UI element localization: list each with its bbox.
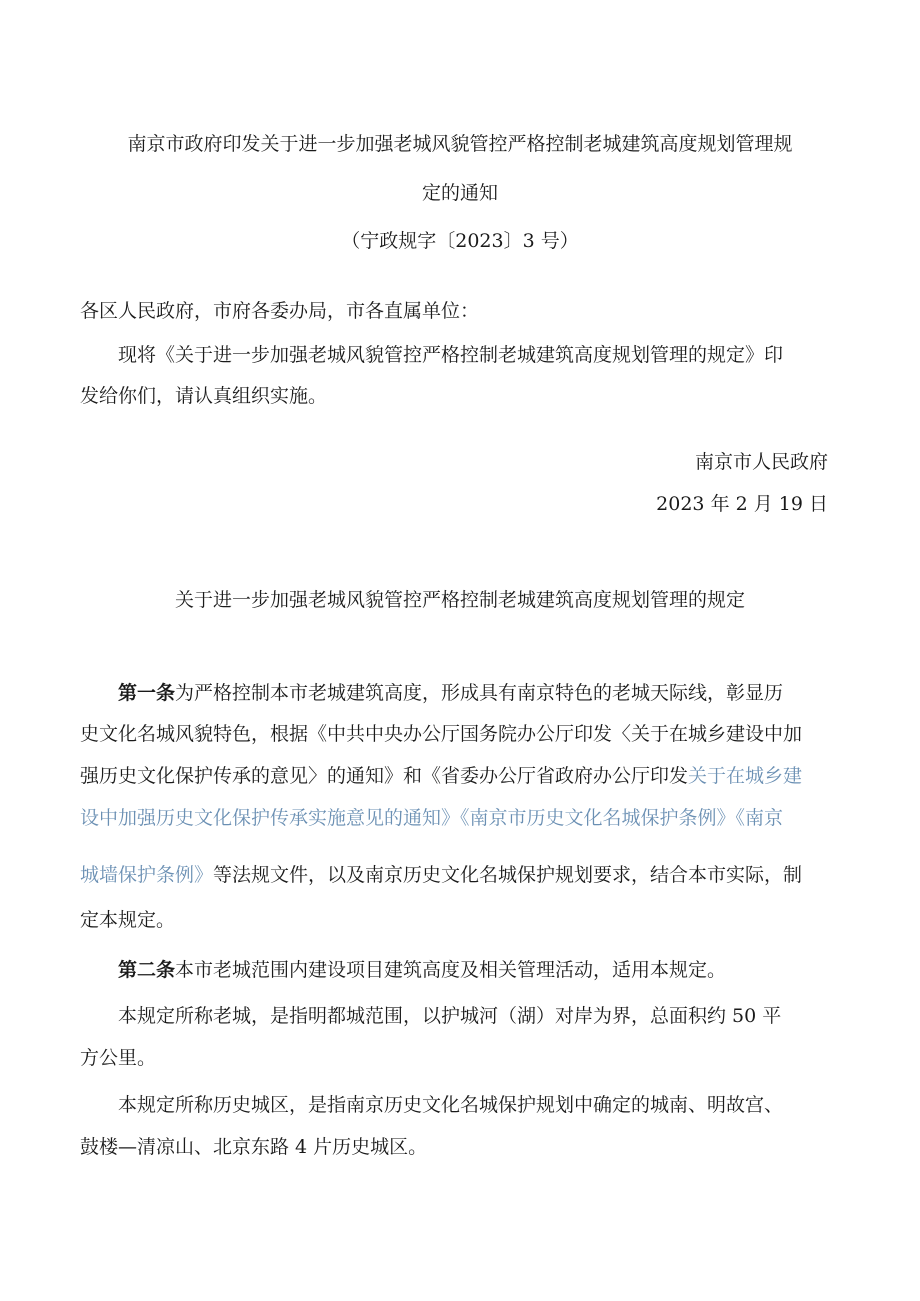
historic-district-definition-line-1: 本规定所称历史城区，是指南京历史文化名城保护规划中确定的城南、明故宫、 (118, 1094, 784, 1116)
article-1-line-3: 强历史文化保护传承的意见〉的通知》和《省委办公厅省政府办公厅印发关于在城乡建 (80, 765, 803, 787)
document-number: （宁政规字〔2023〕3 号） (341, 230, 579, 252)
old-city-definition-line-1: 本规定所称老城，是指明都城范围，以护城河（湖）对岸为界，总面积约 50 平 (118, 1005, 782, 1027)
notice-body-line-1: 现将《关于进一步加强老城风貌管控严格控制老城建筑高度规划管理的规定》印 (118, 344, 784, 366)
issue-date: 2023 年 2 月 19 日 (656, 493, 828, 515)
article-1-line-1: 第一条为严格控制本市老城建筑高度，形成具有南京特色的老城天际线，彰显历 (118, 682, 784, 704)
notice-body-line-2: 发给你们，请认真组织实施。 (80, 385, 328, 407)
addressee: 各区人民政府，市府各委办局，市各直属单位： (80, 300, 480, 322)
notice-title-line-2: 定的通知 (421, 182, 498, 204)
notice-title-line-1: 南京市政府印发关于进一步加强老城风貌管控严格控制老城建筑高度规划管理规 (127, 133, 793, 155)
historic-district-definition-line-2: 鼓楼—清凉山、北京东路 4 片历史城区。 (80, 1136, 428, 1158)
reference-link[interactable]: 城墙保护条例》 (80, 864, 214, 886)
issuer: 南京市人民政府 (694, 451, 828, 473)
old-city-definition-line-2: 方公里。 (80, 1047, 157, 1069)
article-2-label: 第二条 (118, 959, 176, 981)
regulation-title: 关于进一步加强老城风貌管控严格控制老城建筑高度规划管理的规定 (174, 589, 745, 611)
reference-link[interactable]: 关于在城乡建 (688, 765, 803, 787)
article-1-line-5: 城墙保护条例》等法规文件，以及南京历史文化名城保护规划要求，结合本市实际，制 (80, 864, 803, 886)
article-1-line-6: 定本规定。 (80, 909, 176, 931)
reference-link-line[interactable]: 设中加强历史文化保护传承实施意见的通知》《南京市历史文化名城保护条例》《南京 (80, 807, 784, 829)
article-1-line-2: 史文化名城风貌特色，根据《中共中央办公厅国务院办公厅印发〈关于在城乡建设中加 (80, 723, 803, 745)
article-1-label: 第一条 (118, 682, 176, 704)
article-2-line-1: 第二条本市老城范围内建设项目建筑高度及相关管理活动，适用本规定。 (118, 959, 727, 981)
